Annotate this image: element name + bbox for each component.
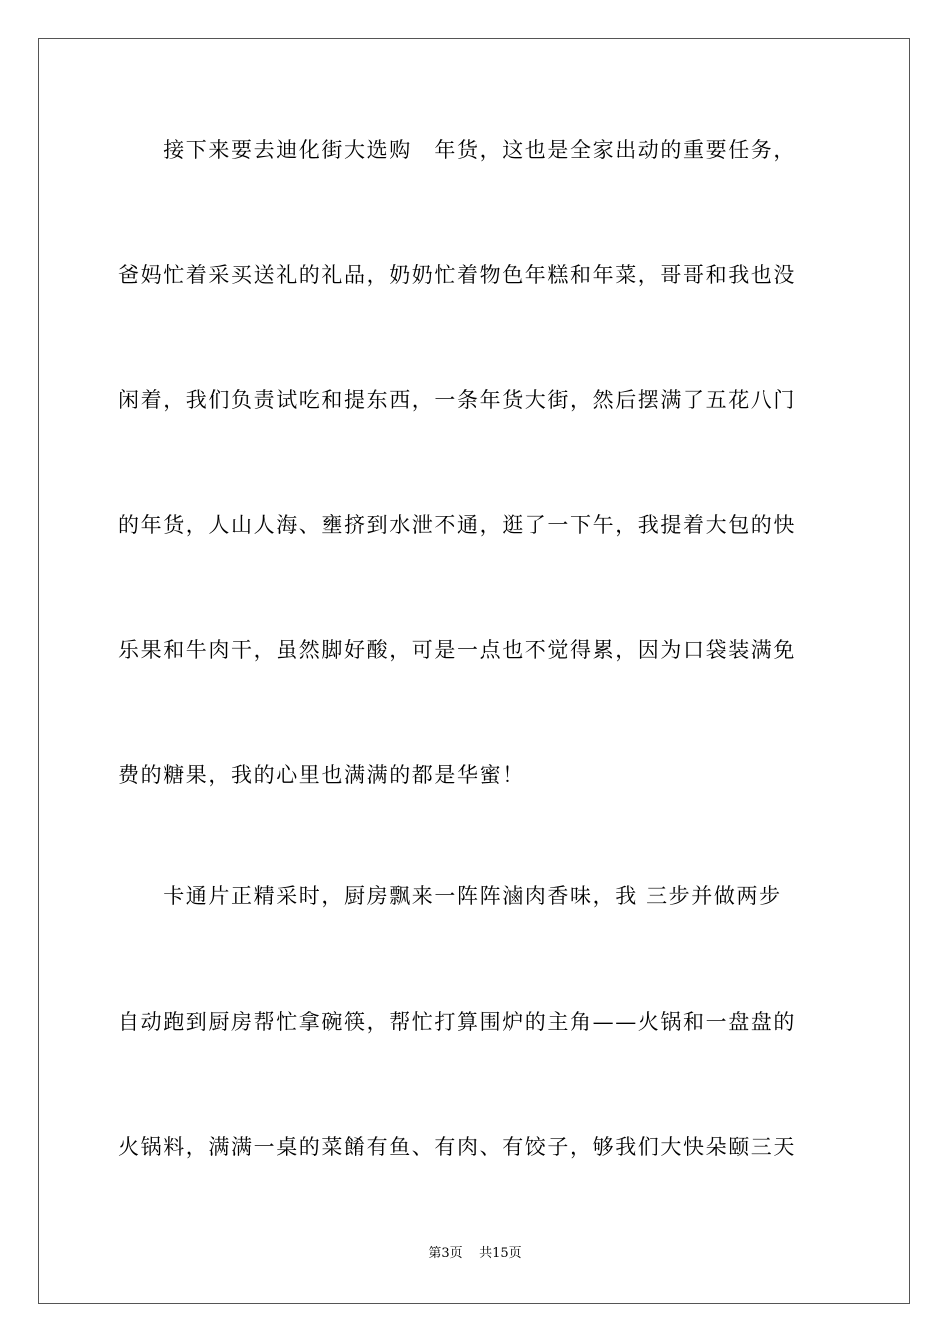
paragraph-line: 接下来要去迪化街大选购 年货，这也是全家出动的重要任务， [118,138,796,162]
paragraph-line: 乐果和牛肉干，虽然脚好酸，可是一点也不觉得累，因为口袋装满免 [118,638,796,662]
paragraph-line: 费的糖果，我的心里也满满的都是华蜜！ [118,763,525,787]
paragraph-line: 卡通片正精采时，厨房飘来一阵阵滷肉香味，我 三步并做两步 [118,884,782,908]
page-border [38,38,910,1304]
paragraph-line: 的年货，人山人海、壅挤到水泄不通，逛了一下午，我提着大包的快 [118,513,796,537]
page-number: 第3页 [428,1246,463,1261]
paragraph-line: 自动跑到厨房帮忙拿碗筷，帮忙打算围炉的主角——火锅和一盘盘的 [118,1010,796,1034]
paragraph-line: 闲着，我们负责试吃和提东西，一条年货大街，然后摆满了五花八门 [118,388,796,412]
page-footer [0,1244,950,1264]
paragraph-line: 爸妈忙着采买送礼的礼品，奶奶忙着物色年糕和年菜，哥哥和我也没 [118,263,796,287]
paragraph-line: 火锅料，满满一桌的菜餚有鱼、有肉、有饺子，够我们大快朵颐三天 [118,1135,796,1159]
page-total: 共15页 [479,1246,522,1261]
